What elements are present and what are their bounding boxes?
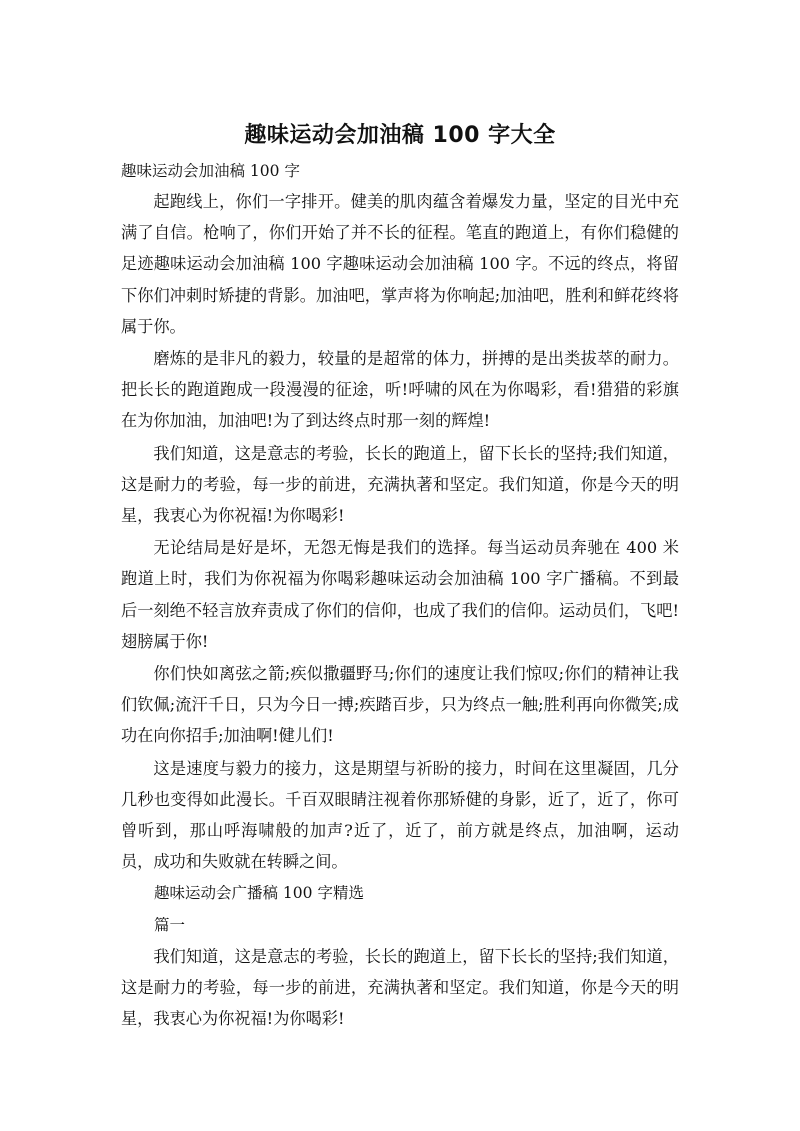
document-subtitle: 趣味运动会加油稿 100 字 — [121, 162, 300, 180]
paragraph: 磨炼的是非凡的毅力，较量的是超常的体力，拼搏的是出类拔萃的耐力。把长长的跑道跑成一段漫漫的征途，听!呼啸的风在为你喝彩，看!猎猎的彩旗在为你加油，加油吧!为了到达终点时那一刻的辉煌! — [121, 349, 679, 431]
paragraph: 我们知道，这是意志的考验，长长的跑道上，留下长长的坚持;我们知道，这是耐力的考验，每一步的前进，充满执著和坚定。我们知道，你是今天的明星，我衷心为你祝福!为你喝彩! — [121, 946, 679, 1029]
section-label: 篇一 — [154, 915, 186, 934]
paragraph: 你们快如离弦之箭;疾似撒疆野马;你们的速度让我们惊叹;你们的精神让我们钦佩;流汗千日，只为今日一搏;疾踏百步，只为终点一触;胜利再向你微笑;成功在向你招手;加油啊!健儿们! — [121, 664, 679, 746]
paragraph: 起跑线上，你们一字排开。健美的肌肉蕴含着爆发力量，坚定的目光中充满了自信。枪响了，你们开始了并不长的征程。笔直的跑道上，有你们稳健的足迹趣味运动会加油稿 100 字趣味运动会加油稿 100 字。不远的终点，将留下你们冲刺时矫捷的背影。加油吧，掌声将为你响起;加油吧，胜利和鲜花终将属于你。 — [121, 192, 679, 336]
section-heading: 趣味运动会广播稿 100 字精选 — [154, 884, 364, 903]
paragraph: 无论结局是好是坏，无怨无悔是我们的选择。每当运动员奔驰在 400 米跑道上时，我们为你祝福为你喝彩趣味运动会加油稿 100 字广播稿。不到最后一刻绝不轻言放弃责成了你们的信仰，也成了我们的信仰。运动员们，飞吧!翅膀属于你! — [121, 538, 679, 651]
document-title: 趣味运动会加油稿 100 字大全 — [244, 123, 556, 148]
paragraph: 我们知道，这是意志的考验，长长的跑道上，留下长长的坚持;我们知道，这是耐力的考验，每一步的前进，充满执著和坚定。我们知道，你是今天的明星，我衷心为你祝福!为你喝彩! — [121, 443, 679, 526]
paragraph: 这是速度与毅力的接力，这是期望与祈盼的接力，时间在这里凝固，几分几秒也变得如此漫长。千百双眼睛注视着你那矫健的身影，近了，近了，你可曾听到，那山呼海啸般的加声?近了，近了，前方就是终点，加油啊，运动员，成功和失败就在转瞬之间。 — [121, 758, 679, 872]
